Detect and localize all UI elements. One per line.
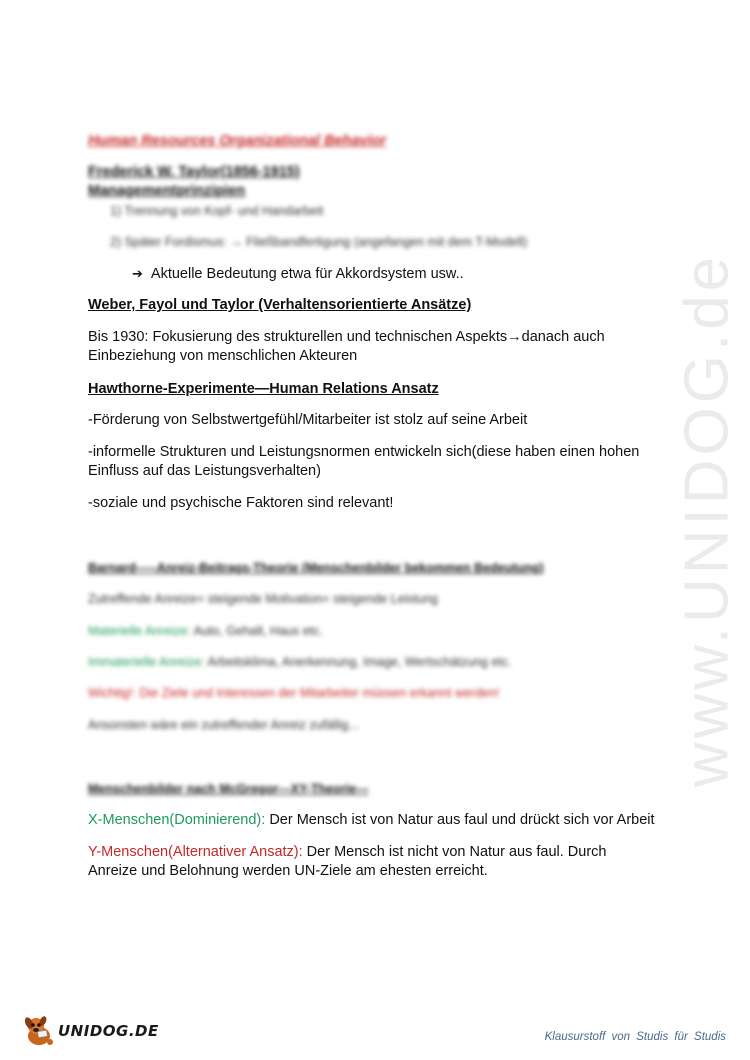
- logo-text: UNIDOG.DE: [58, 1022, 159, 1040]
- weber-para-line1: Bis 1930: Fokusierung des strukturellen und technischen Aspekts→danach auch: [88, 329, 605, 345]
- principle-item-2: 2) Später Fordismus: → Fließbandfertigung (angefangen mit dem T-Modell): [110, 235, 528, 249]
- material-incentives-text: Auto, Gehalt, Haus etc.: [190, 624, 323, 638]
- dog-mascot-icon: [22, 1014, 56, 1048]
- y-people-line-2: Anreize und Belohnung werden UN-Ziele am ehesten erreicht.: [88, 863, 488, 879]
- bullet-item: [132, 265, 464, 284]
- barnard-heading: Barnard-----Anreiz-Beitrags-Theorie (Menschenbilder bekommen Bedeutung): [88, 561, 544, 575]
- x-people-line: [88, 811, 655, 830]
- principle-item-1: 1) Trennung von Kopf- und Handarbeit: [110, 204, 324, 218]
- barnard-line-5: Ansonsten wäre ein zutreffender Anreiz zufällig...: [88, 718, 359, 732]
- hawthorne-line-1: -Förderung von Selbstwertgefühl/Mitarbeiter ist stolz auf seine Arbeit: [88, 412, 528, 428]
- watermark: www.UNIDOG.de: [672, 252, 742, 788]
- immaterial-incentives-label: Immaterielle Anreize:: [88, 655, 205, 669]
- hawthorne-line-3: -soziale und psychische Faktoren sind relevant!: [88, 495, 394, 511]
- hawthorne-line-2b: Einfluss auf das Leistungsverhalten): [88, 463, 321, 479]
- bullet-text: Aktuelle Bedeutung etwa für Akkordsystem usw..: [150, 266, 464, 282]
- x-people-label: X-Menschen(Dominierend):: [88, 812, 266, 828]
- barnard-line-1: Zutreffende Anreize= steigende Motivation= steigende Leistung: [88, 592, 439, 606]
- footer-tagline: Klausurstoff von Studis für Studis: [544, 1031, 726, 1043]
- section-heading-hr: Human Resources Organizational Behavior: [88, 133, 387, 149]
- barnard-line-3: [88, 654, 512, 670]
- x-people-text: Der Mensch ist von Natur aus faul und drückt sich vor Arbeit: [265, 812, 655, 828]
- immaterial-incentives-text: Arbeitsklima, Anerkennung, Image, Wertschätzung etc.: [204, 655, 512, 669]
- material-incentives-label: Materielle Anreize:: [88, 624, 191, 638]
- y-people-text-1: Der Mensch ist nicht von Natur aus faul. Durch: [302, 844, 607, 860]
- hawthorne-heading: Hawthorne-Experimente—Human Relations Ansatz: [88, 381, 439, 397]
- arrow-icon: ➔: [132, 267, 143, 282]
- weber-para-line2: Einbeziehung von menschlichen Akteuren: [88, 348, 358, 364]
- y-people-line-1: [88, 843, 606, 862]
- weber-heading: Weber, Fayol und Taylor (Verhaltensorientierte Ansätze): [88, 297, 472, 313]
- unidog-logo[interactable]: [22, 1014, 159, 1048]
- mcgregor-heading: Menschenbilder nach McGregor---XY-Theorie---: [88, 782, 369, 796]
- taylor-heading: Frederick W. Taylor(1856-1915): [88, 164, 300, 180]
- principles-heading: Managementprinzipien: [88, 183, 246, 199]
- barnard-line-4: Wichtig!: Die Ziele und Interessen der Mitarbeiter müssen erkannt werden!: [88, 686, 500, 700]
- barnard-line-2: [88, 623, 323, 639]
- y-people-label: Y-Menschen(Alternativer Ansatz):: [88, 844, 303, 860]
- hawthorne-line-2a: -informelle Strukturen und Leistungsnormen entwickeln sich(diese haben einen hohen: [88, 444, 640, 460]
